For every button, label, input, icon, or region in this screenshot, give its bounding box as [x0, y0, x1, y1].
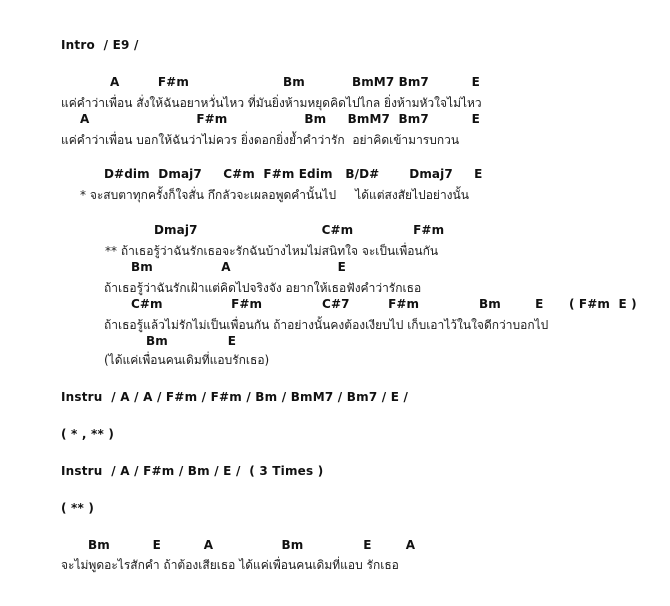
lyric-line: ถ้าเธอรู้แล้วไม่รักไม่เป็นเพื่อนกัน ถ้าอย่างนั้นคงต้องเงียบไป เก็บเอาไว้ในใจดีกว่าบอกไป — [104, 318, 549, 332]
chord-line: Bm E — [146, 334, 237, 348]
lyric-line: (ได้แค่เพื่อนคนเดิมที่แอบรักเธอ) — [104, 353, 270, 367]
intro-line: Intro / E9 / — [61, 38, 139, 52]
chord-line: Bm E A Bm E A — [88, 538, 416, 552]
instrumental-line: Instru / A / A / F#m / F#m / Bm / BmM7 / Bm7 / E / — [61, 390, 409, 404]
lyric-line: ถ้าเธอรู้ว่าฉันรักเฝ้าแต่คิดไปจริงจัง อยากให้เธอฟังคำว่ารักเธอ — [104, 281, 422, 295]
repeat-marker: ( ** ) — [61, 501, 95, 515]
lyric-line: แค่คำว่าเพื่อน สั่งให้ฉันอยาหวั่นไหว ที่มันยิ่งห้ามหยุดคิดไปไกล ยิ่งห้ามหัวใจไม่ไหว — [61, 96, 482, 110]
chord-line: Bm A E — [131, 260, 346, 274]
repeat-marker: ( * , ** ) — [61, 427, 115, 441]
chord-line: C#m F#m C#7 F#m Bm E ( F#m E ) — [131, 297, 637, 311]
chord-line: Dmaj7 C#m F#m — [154, 223, 445, 237]
chord-line: A F#m Bm BmM7 Bm7 E — [110, 75, 480, 89]
chord-line: A F#m Bm BmM7 Bm7 E — [80, 112, 480, 126]
instrumental-line: Instru / A / F#m / Bm / E / ( 3 Times ) — [61, 464, 324, 478]
lyric-line: จะไม่พูดอะไรสักคำ ถ้าต้องเสียเธอ ได้แค่เพื่อนคนเดิมที่แอบ รักเธอ — [61, 558, 399, 572]
chord-line: D#dim Dmaj7 C#m F#m Edim B/D# Dmaj7 E — [104, 167, 483, 181]
lyric-line: ** ถ้าเธอรู้ว่าฉันรักเธอจะรักฉันบ้างไหมไม่สนิทใจ จะเป็นเพื่อนกัน — [105, 244, 439, 258]
lyric-line: * จะสบตาทุกครั้งก็ใจสั่น กึกลัวจะเผลอพูดคำนั้นไป ได้แต่สงสัยไปอย่างนั้น — [80, 188, 469, 202]
lyric-line: แค่คำว่าเพื่อน บอกให้ฉันว่าไม่ควร ยิ่งดอกยิ่งย้ำคำว่ารัก อย่าคิดเข้ามารบกวน — [61, 133, 460, 147]
